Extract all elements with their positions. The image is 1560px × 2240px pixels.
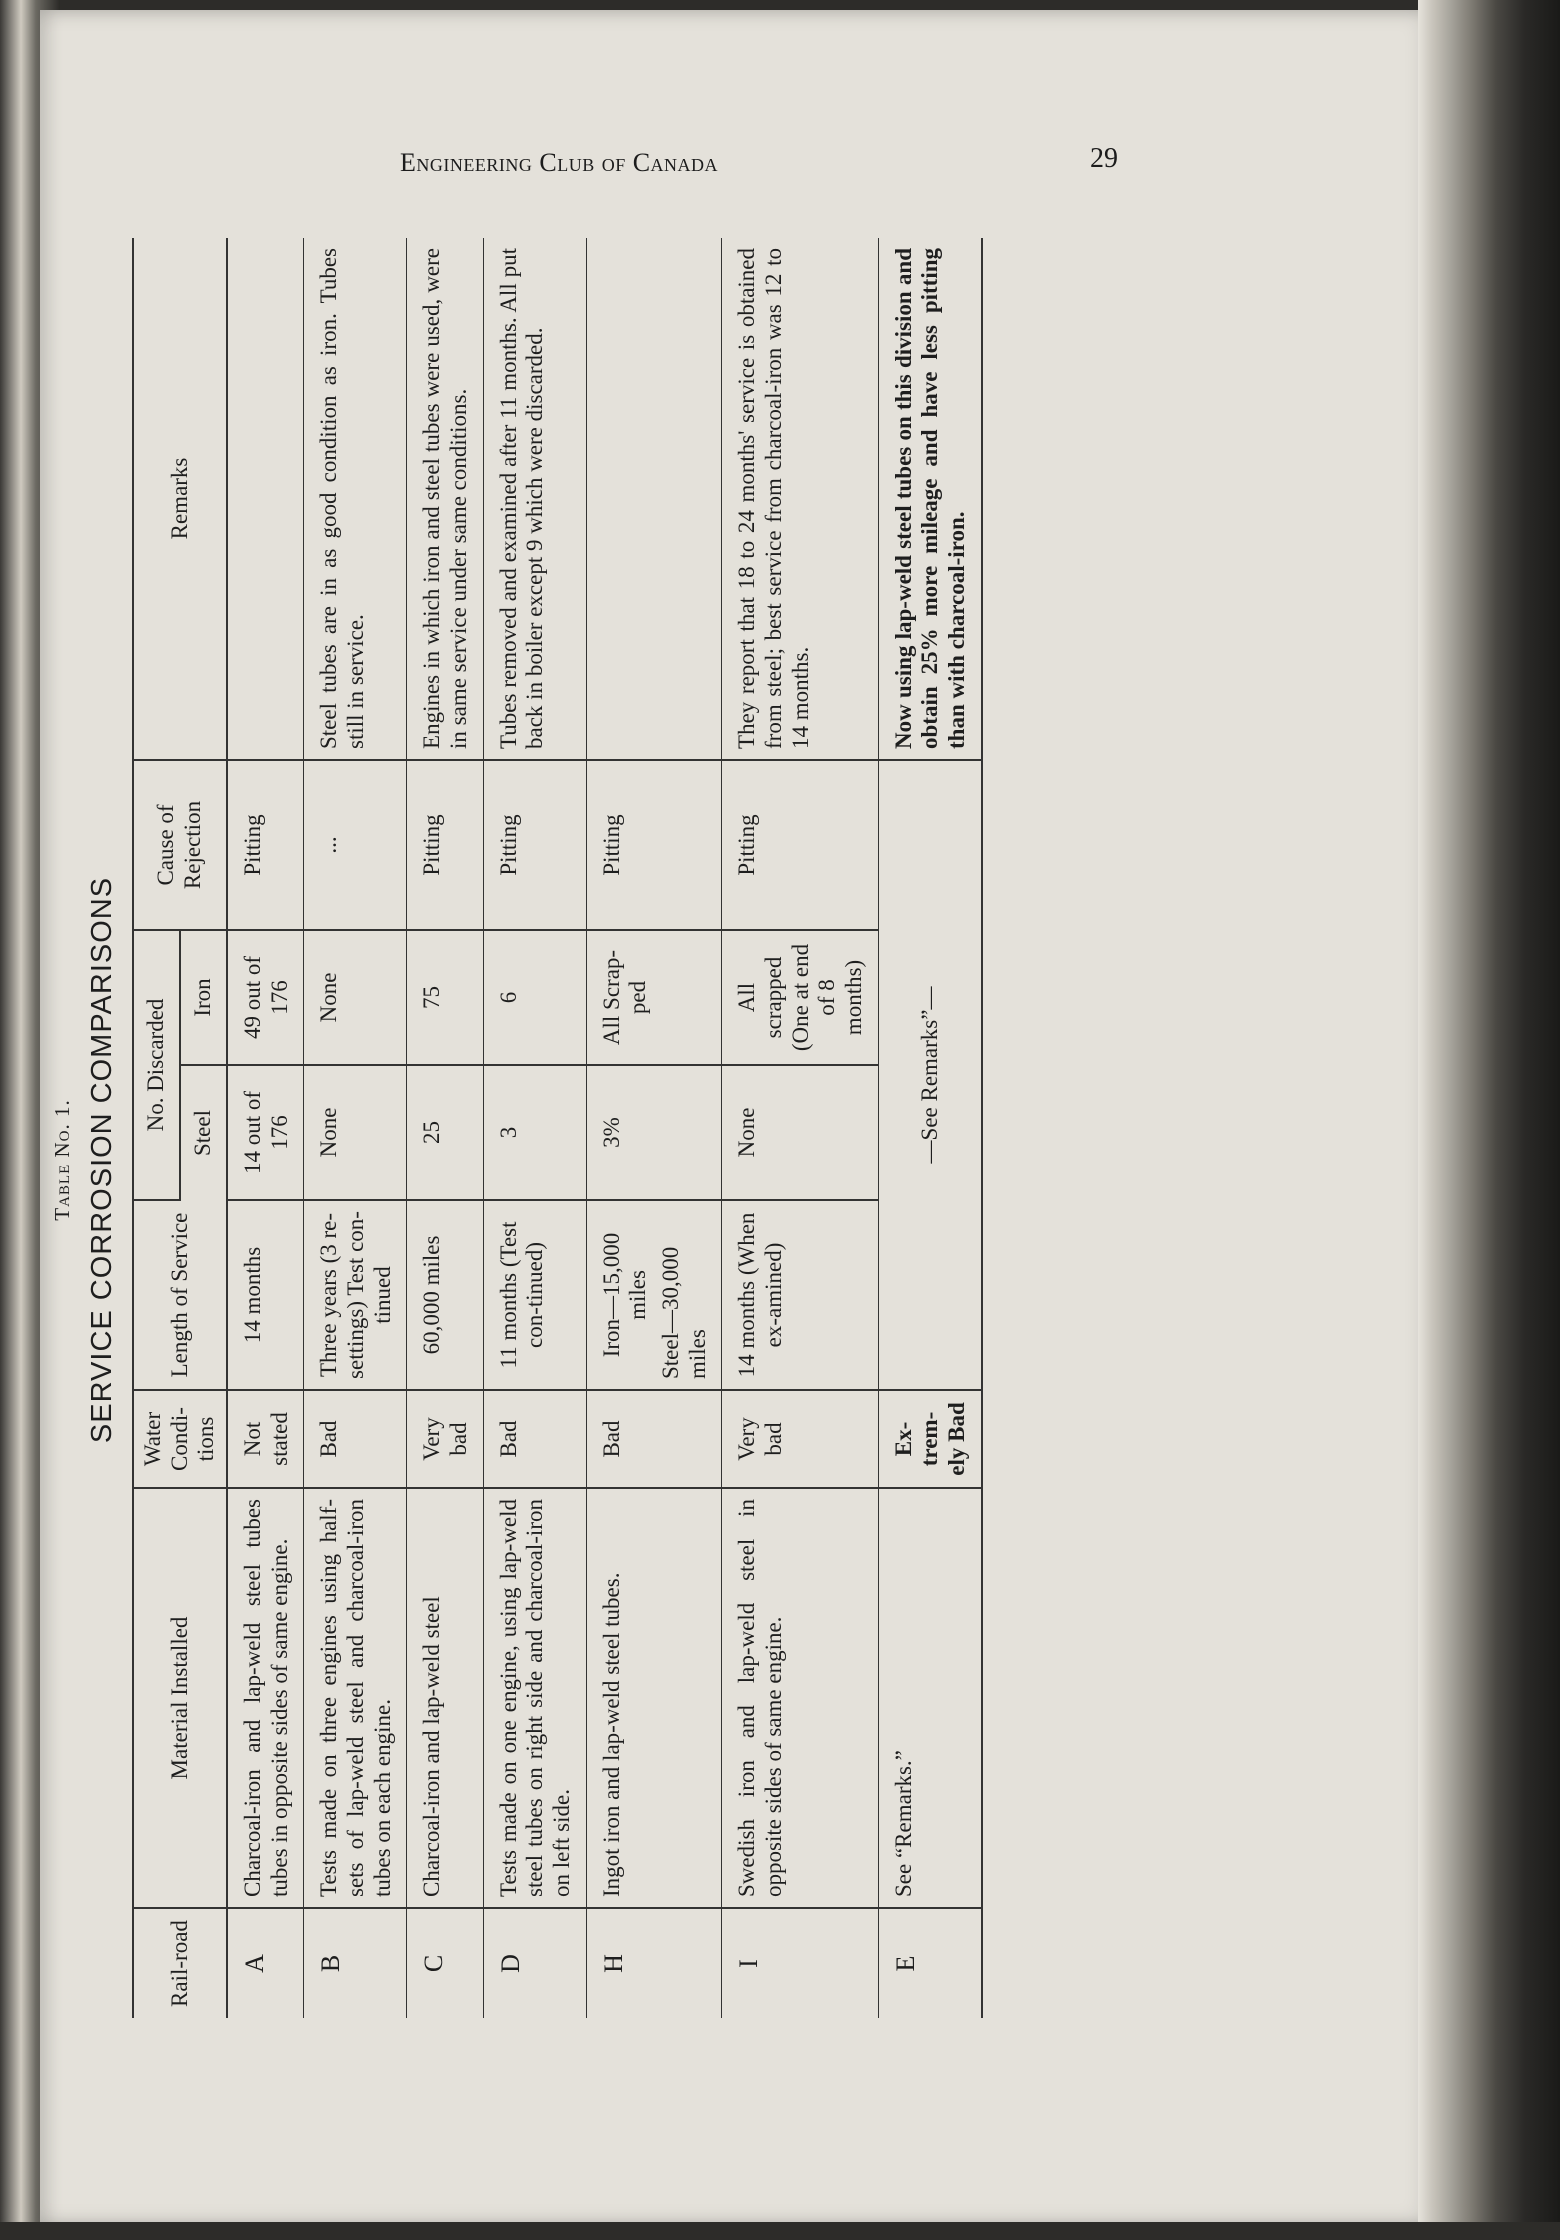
cell-material: Tests made on one engine, using lap-weld steel tubes on right side and charcoal-iron on left side. — [483, 1488, 586, 1908]
cell-railroad: D — [483, 1908, 586, 2018]
cell-steel: 3% — [586, 1065, 722, 1200]
header-water: Water Condi-tions — [133, 1390, 227, 1488]
table-row — [878, 238, 982, 2018]
cell-steel: 3 — [483, 1065, 586, 1200]
cell-iron: 75 — [407, 930, 483, 1065]
cell-railroad: A — [227, 1908, 304, 2018]
cell-railroad: C — [407, 1908, 483, 2018]
cell-material: See “Remarks.” — [878, 1488, 982, 1908]
table-row — [227, 238, 304, 2018]
page-number: 29 — [1090, 143, 1118, 174]
cell-water: Bad — [304, 1390, 407, 1488]
cell-railroad: E — [878, 1908, 982, 2018]
cell-steel: 14 out of 176 — [227, 1065, 304, 1200]
table-row — [722, 238, 878, 2018]
cell-iron: None — [304, 930, 407, 1065]
book-binding — [1418, 0, 1560, 2240]
header-material: Material Installed — [133, 1488, 227, 1908]
cell-water: Very bad — [722, 1390, 878, 1488]
cell-cause: ... — [304, 760, 407, 930]
header-cause: Cause of Rejection — [133, 760, 227, 930]
cell-material: Charcoal-iron and lap-weld steel tubes tubes in opposite sides of same engine. — [227, 1488, 304, 1908]
cell-length — [586, 1200, 722, 1390]
cell-length: 11 months (Test con-tinued) — [483, 1200, 586, 1390]
header-row-1 — [133, 238, 180, 2018]
header-iron: Iron — [180, 930, 227, 1065]
rotated-table-block — [50, 240, 1290, 2080]
cell-remarks: Now using lap-weld steel tubes on this division and obtain 25% more mileage and have less pitting than with charcoal-iron. — [878, 238, 982, 760]
cell-iron: All Scrap-ped — [586, 930, 722, 1065]
cell-length: 60,000 miles — [407, 1200, 483, 1390]
cell-water: Not stated — [227, 1390, 304, 1488]
cell-cause: Pitting — [227, 760, 304, 930]
cell-steel: None — [304, 1065, 407, 1200]
cell-remarks: Steel tubes are in as good condition as iron. Tubes still in service. — [304, 238, 407, 760]
cell-iron: 49 out of 176 — [227, 930, 304, 1065]
cell-water: Very bad — [407, 1390, 483, 1488]
header-railroad: Rail-road — [133, 1908, 227, 2018]
cell-see-remarks: —See Remarks”— — [878, 760, 982, 1390]
cell-length: Three years (3 re-settings) Test con-tinued — [304, 1200, 407, 1390]
cell-cause: Pitting — [586, 760, 722, 930]
cell-cause: Pitting — [722, 760, 878, 930]
table-label: Table No. 1. — [50, 1099, 74, 1221]
cell-iron: All scrapped (One at end of 8 months) — [722, 930, 878, 1065]
cell-material: Tests made on three engines using half-sets of lap-weld steel and charcoal-iron tubes on each engine. — [304, 1488, 407, 1908]
cell-steel: None — [722, 1065, 878, 1200]
cell-material: Ingot iron and lap-weld steel tubes. — [586, 1488, 722, 1908]
cell-material: Swedish iron and lap-weld steel in opposite sides of same engine. — [722, 1488, 878, 1908]
cell-remarks: Engines in which iron and steel tubes were used, were in same service under same conditions. — [407, 238, 483, 760]
header-remarks: Remarks — [133, 238, 227, 760]
cell-water: Bad — [483, 1390, 586, 1488]
length-iron: Iron—15,000 miles — [598, 1232, 651, 1358]
table-row — [407, 238, 483, 2018]
cell-steel: 25 — [407, 1065, 483, 1200]
cell-cause: Pitting — [483, 760, 586, 930]
cell-iron: 6 — [483, 930, 586, 1065]
cell-material: Charcoal-iron and lap-weld steel — [407, 1488, 483, 1908]
cell-remarks — [227, 238, 304, 760]
cell-railroad: B — [304, 1908, 407, 2018]
running-head: Engineering Club of Canada — [400, 148, 719, 177]
table-row — [304, 238, 407, 2018]
cell-remarks: Tubes removed and examined after 11 months. All put back in boiler except 9 which were discarded. — [483, 238, 586, 760]
cell-railroad: I — [722, 1908, 878, 2018]
cell-cause: Pitting — [407, 760, 483, 930]
cell-remarks — [586, 238, 722, 760]
cell-railroad: H — [586, 1908, 722, 2018]
cell-length: 14 months — [227, 1200, 304, 1390]
corrosion-table — [132, 238, 983, 2018]
length-steel: Steel—30,000 miles — [658, 1246, 710, 1379]
header-discarded: No. Discarded — [133, 930, 180, 1200]
table-row — [483, 238, 586, 2018]
cell-water: Bad — [586, 1390, 722, 1488]
header-steel: Steel — [180, 1065, 227, 1200]
cell-water: Ex-trem-ely Bad — [878, 1390, 982, 1488]
table-title: SERVICE CORROSION COMPARISONS — [86, 876, 118, 1444]
scan-bottom-edge — [0, 2222, 1560, 2240]
cell-remarks: They report that 18 to 24 months' service is obtained from steel; best service from charcoal-iron was 12 to 14 months. — [722, 238, 878, 760]
cell-length: 14 months (When ex-amined) — [722, 1200, 878, 1390]
table-row — [586, 238, 722, 2018]
header-length: Length of Service — [133, 1200, 227, 1390]
